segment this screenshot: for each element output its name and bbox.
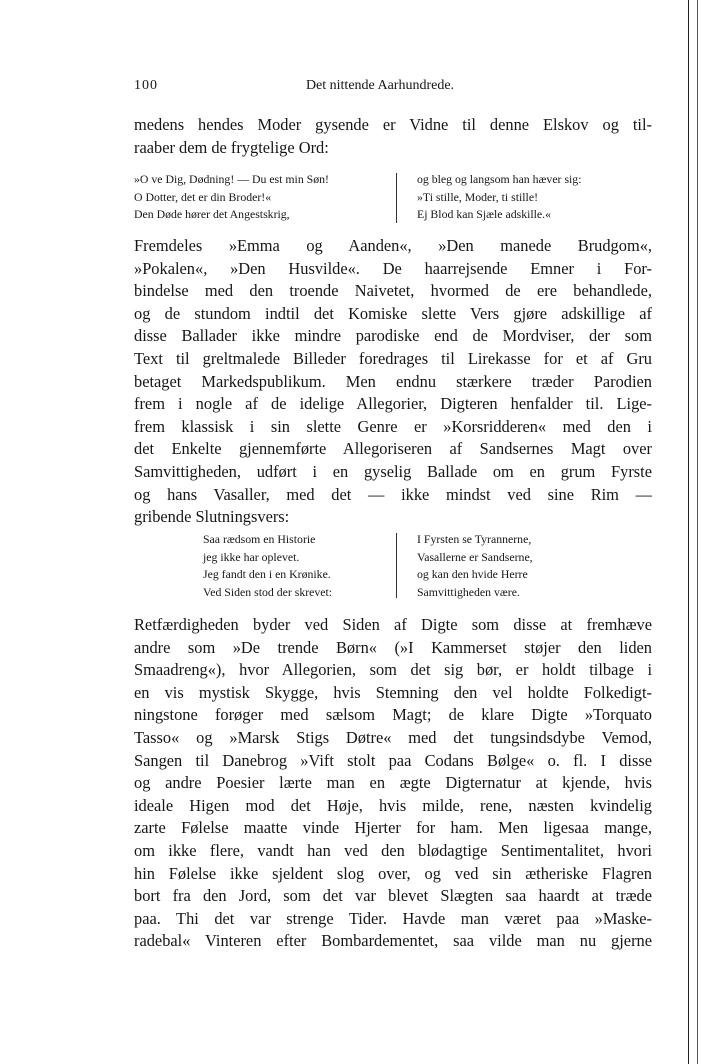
verse-1-right-column [417, 171, 581, 224]
text-line: paa. Thi det var strenge Tider. Havde man været paa »Maske- [134, 908, 652, 928]
page-number: 100 [134, 78, 158, 93]
text-line: om ikke flere, vandt han ved den blødagtige Sentimentalitet, hvori [134, 840, 652, 860]
paragraph-2 [134, 614, 652, 953]
text-line: Sangen til Danebrog »Vift stolt paa Codans Bølge« o. fl. I disse [134, 750, 652, 770]
verse-2-left-column [203, 531, 332, 601]
intro-paragraph [134, 114, 652, 159]
text-line: og andre Poesier lærte man en ægte Digternatur at kjende, hvis [134, 773, 652, 793]
verse-line: I Fyrsten se Tyrannerne, [417, 532, 532, 546]
text-line: andre som »De trende Børn« (»I Kammerset støjer den liden [134, 637, 652, 657]
verse-2-right-column [417, 531, 533, 601]
verse-line: Vasallerne er Sandserne, [417, 549, 533, 564]
text-line: betaget Markedspublikum. Men endnu stærkere træder Parodien [134, 371, 652, 391]
text-line: Text til greltmalede Billeder foredrages til Lirekasse for et af Gru [134, 348, 652, 368]
text-line: en vis mystisk Skygge, hvis Stemning den vel holdte Folkedigt- [134, 682, 652, 702]
verse-line: Ved Siden stod der skrevet: [203, 584, 333, 599]
verse-line: Saa rædsom en Historie [203, 532, 316, 546]
text-line: og de stundom indtil det Komiske slette Vers gjøre adskillige af [134, 303, 652, 323]
verse-column-divider [396, 533, 397, 598]
text-line: raaber dem de frygtelige Ord: [134, 137, 329, 157]
paragraph-1 [134, 235, 652, 529]
verse-column-divider [396, 173, 397, 223]
verse-1-left-column [134, 171, 329, 224]
text-line: frem klassisk i sin slette Genre er »Korsridderen« med den i [134, 416, 652, 436]
verse-line: »Ti stille, Moder, ti stille! [417, 189, 538, 204]
text-line: det Enkelte gjennemførte Allegoriseren af Sandsernes Magt over [134, 439, 652, 459]
text-line: bindelse med den troende Naivetet, hvormed de ere behandlede, [134, 281, 652, 301]
text-line: Tasso« og »Marsk Stigs Døtre« med det tungsindsdybe Vemod, [134, 727, 652, 747]
text-line: og hans Vasaller, med det — ikke mindst ved sine Rim — [134, 484, 652, 504]
text-line: disse Ballader ikke mindre parodiske end de Mordviser, der som [134, 326, 652, 346]
text-line: Smaadreng«), hvor Allegorien, som det sig bør, er holdt tilbage i [134, 660, 652, 680]
text-line: hin Følelse ikke sjeldent slog over, og ved sin ætheriske Flagren [134, 863, 652, 883]
text-line: »Pokalen«, »Den Husvilde«. De haarrejsende Emner i For- [134, 258, 652, 278]
text-line: gribende Slutningsvers: [134, 507, 290, 527]
verse-line: Den Døde hører det Angestskrig, [134, 207, 290, 222]
text-line: zarte Følelse maatte vinde Hjerter for ham. Men ligesaa mange, [134, 818, 652, 838]
verse-line: Samvittigheden være. [417, 584, 520, 599]
text-line: bort fra den Jord, som det var blevet Slægten saa haardt at træde [134, 886, 652, 906]
text-line: Samvittigheden, udført i en gyselig Ballade om en grum Fyrste [134, 461, 652, 481]
scan-edge-line [688, 0, 689, 1064]
text-line: radebal« Vinteren efter Bombardementet, saa vilde man nu gjerne [134, 931, 652, 951]
text-line: Fremdeles »Emma og Aanden«, »Den manede Brudgom«, [134, 236, 652, 255]
verse-line: og bleg og langsom han hæver sig: [417, 172, 582, 186]
verse-line: Ej Blod kan Sjæle adskille.« [417, 207, 552, 222]
verse-line: jeg ikke har oplevet. [203, 549, 300, 564]
text-line: ideale Higen mod det Høje, hvis milde, rene, næsten kvindelig [134, 795, 652, 815]
scan-edge-line [697, 0, 698, 1064]
text-line: frem i nogle af de idelige Allegorier, Digteren henfalder til. Lige- [134, 394, 652, 414]
text-line: Retfærdigheden byder ved Siden af Digte som disse at fremhæve [134, 615, 652, 634]
running-title: Det nittende Aarhundrede. [305, 78, 455, 93]
text-line: medens hendes Moder gysende er Vidne til denne Elskov og til- [134, 115, 652, 134]
verse-line: »O ve Dig, Dødning! — Du est min Søn! [134, 172, 329, 186]
text-line: ningstone forøger med sælsom Magt; de klare Digte »Torquato [134, 705, 652, 725]
verse-line: O Dotter, det er din Broder!« [134, 189, 272, 204]
verse-line: Jeg fandt den i en Krønike. [203, 567, 331, 582]
verse-line: og kan den hvide Herre [417, 567, 528, 582]
